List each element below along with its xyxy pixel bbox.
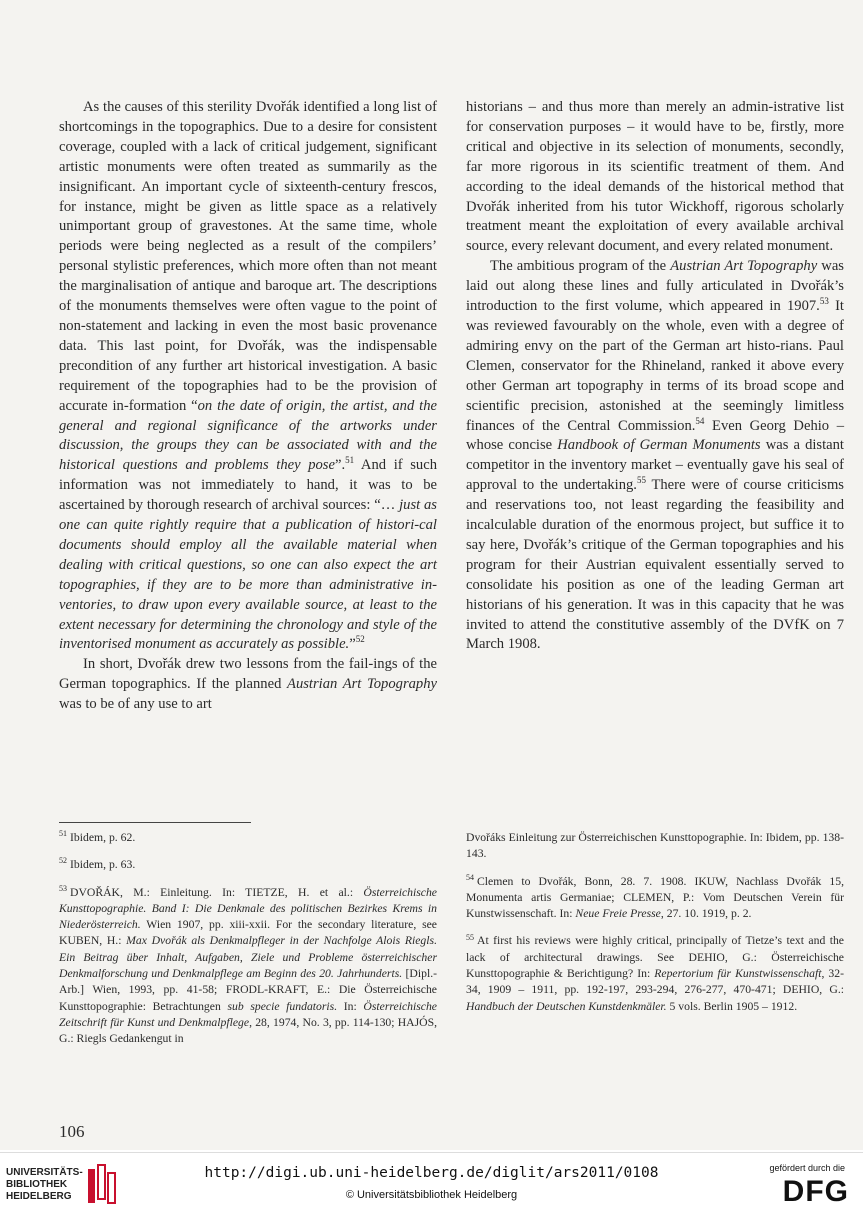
paragraph: historians – and thus more than merely an admin-istrative list for conservation purposes – it would have to be, firstly, more critical and objective in its selection of monuments, secondly, far more rigorous in its scientific treatment of them. And according to the ideal demands of the historical method that Dvořák inherited from his tutor Wickhoff, rigorous scholarly treatment meant the exploitation of every available archival source, every relevant document, and every related monument. [466, 99, 844, 255]
paragraph: The ambitious program of the Austrian Art Topography was laid out along these lines and fully articulated in Dvořák’s introduction to the first volume, which appeared in 1907.53 It was reviewed favourably on the whole, even with a degree of admiring envy on the part of the German art histo-rians. Paul Clemen, conservator for the Rhineland, ranked it above every other German art topography in terms of its broad scope and scientific precision, astonished at the seemingly limitless finances of the Central Commission.$^{54}$ Even Georg Dehio – whose concise Handbook of German Monuments was a distant competitor in the inventory market – eventually gave his seal of approval to the undertaking.$^{55}$ There were of course criticisms and reservations too, not least regarding the feasibility and incalculable duration of the enormous project, but suffice it to say here, Dvořák’s critique of the German topographies and his program for their Austrian equivalent essentially served to consolidate his position as one of the leading German art historians of his generation. It was in this capacity that he was invited to attend the constitutive assembly of the DVfK on 7 March 1908. [466, 258, 844, 653]
footnote: $^{52}$ Ibidem, p. 63. [59, 856, 136, 872]
dfg-logo[interactable]: DFG [782, 1175, 849, 1208]
right-column [466, 98, 844, 655]
footnotes-right [466, 830, 844, 1026]
paragraph: As the causes of this sterility Dvořák identified a long list of shortcomings in the topographics. Due to a desire for consistent coverage, coupled with a lack of critical judgement, significant artistic monuments were often treated as summarily as the insignificant. An important cycle of sixteenth-century frescos, for instance, might be given as little space as a relatively unimportant group of gravestones. At the same time, whole periods were being neglected as a result of the compilers’ personal stylistic preferences, which more often than not meant the marginalisation of antique and baroque art. The descriptions of the monuments themselves were often vague to the point of non-statement and lacking in even the most basic provenance data. This last point, for Dvořák, was the indispensable precondition of any further art historical investigation. A basic requirement of the topographies had to be the provision of accurate in-formation “on the date of origin, the artist, and the general and regional significance of the artworks under discussion, the groups they can be associated with and the historical questions and problems they pose”.$^{51}$ And if such information was not immediately to hand, it was to be ascertained by thorough research of archival sources: “… just as one can quite rightly require that a publication of histori-cal documents should employ all the available material when dealing with critical questions, so one can also expect the art topographies, if they are to be more than administrative in-ventories, to draw upon every available source, at least to the extent necessary for determining the chronology and style of the inventorised monument as accurately as possible.”$^{52}$ [59, 99, 437, 653]
copyright-notice: © Universitätsbibliothek Heidelberg [345, 1189, 518, 1201]
footnote-divider [59, 822, 251, 823]
paragraph: In short, Dvořák drew two lessons from the fail-ings of the German topographics. If the planned Austrian Art Topography was to be of any use to art [59, 656, 437, 713]
left-column [59, 98, 437, 715]
footnotes-left [59, 830, 437, 1059]
footnote: Dvořáks Einleitung zur Österreichischen Kunsttopographie. In: Ibidem, pp. 138-143. [466, 831, 844, 861]
library-name[interactable]: UNIVERSITÄTS- BIBLIOTHEK HEIDELBERG [6, 1167, 83, 1202]
footnote-ref: 52 [355, 634, 365, 645]
footnote-ref: 53 [819, 296, 829, 307]
permalink-url[interactable]: http://digi.ub.uni-heidelberg.de/diglit/ars2011/0108 [204, 1165, 659, 1181]
funding-note: gefördert durch die [769, 1163, 845, 1173]
footnote: $^{51}$ Ibidem, p. 62. [59, 829, 136, 844]
footnote-ref: 54 [695, 415, 705, 426]
footnote: $^{55}$ At first his reviews were highly critical, principally of Tietze’s text and the lack of architectural drawings. See DEHIO, G.: Österreichische Kunsttopographie & Berichtigung? In: Repertorium für Kunstwissenschaft, 32-34, 1909 – 1911, pp. 192-197, 293-294, 276-277, 470-471; DEHIO, G.: Handbuch der Deutschen Kunstdenkmäler. 5 vols. Berlin 1905 – 1912. [466, 932, 844, 1013]
footnote-ref: 55 [636, 475, 646, 486]
footnote: $^{53}$ DVOŘÁK, M.: Einleitung. In: TIETZE, H. et al.: Österreichische Kunsttopographie. Band I: Die Denkmale des politischen Bezirkes Krems in Niederösterreich. Wien 1907, pp. xiii-xxii. For the secondary literature, see KUBEN, H.: Max Dvořák als Denkmalpfleger in der Nachfolge Alois Riegls. Ein Beitrag über Inhalt, Aufgaben, Ziele und Probleme österreichischer Denkmalforschung und Denkmalpflege am Beginn des 20. Jahrhunderts. [Dipl.-Arb.] Wien, 1993, pp. 41-58; FRODL-KRAFT, E.: Die Österreichische Kunsttopographie: Betrachtungen sub specie fundatoris. In: Österreichische Zeitschrift für Kunst und Denkmalpflege, 28, 1974, No. 3, pp. 114-130; HAJÓS, G.: Riegls Gedankengut in [59, 883, 438, 1046]
page-number: 106 [59, 1122, 85, 1141]
footnote-ref: 51 [345, 455, 355, 466]
viewer-footer [0, 1152, 863, 1218]
footnote: $^{54}$ Clemen to Dvořák, Bonn, 28. 7. 1908. IKUW, Nachlass Dvořák 15, Monumenta artis Germaniae; CLEMEN, P.: Vom Deutschen Verein für Kunstwissenschaft. In: Neue Freie Presse, 27. 10. 1919, p. 2. [466, 872, 844, 921]
